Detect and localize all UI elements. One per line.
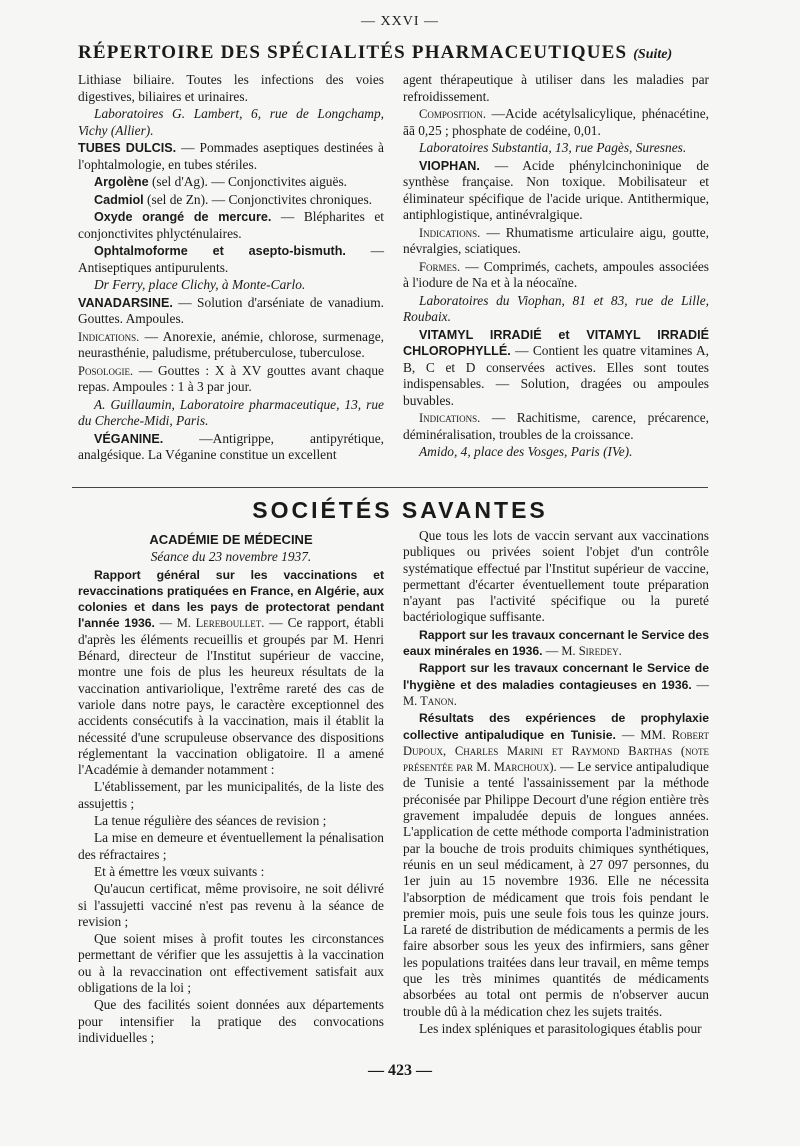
academie-heading: ACADÉMIE DE MÉDECINE: [149, 532, 313, 547]
repertoire-suite: (Suite): [633, 47, 673, 62]
entry-text: — Rachitisme, carence, précarence, déminéralisation, troubles de la croissance.: [403, 410, 709, 442]
rapport-author: — M. Siredey.: [542, 644, 622, 659]
entry-veganine: [78, 431, 384, 464]
list-item: Que des facilités soient données aux départements pour intensifier la pratique des convocations individuelles ;: [78, 997, 384, 1045]
repertoire-title: [78, 42, 738, 64]
indications: [403, 410, 709, 443]
entry-text: (sel de Zn). — Conjonctivites chroniques.: [143, 191, 373, 207]
rapport-title: Résultats des expériences de prophylaxie collective antipaludique en Tunisie.: [403, 711, 709, 742]
rapport-title: Rapport général sur les vaccinations et revaccinations pratiquées en France, en Algérie, aux colonies et dans les pays de protectorat pendant l'année 1936.: [78, 567, 384, 631]
list-item: La tenue régulière des séances de revision ;: [94, 813, 327, 829]
label: Formes.: [419, 259, 461, 274]
entry-vitamyl: [403, 327, 709, 410]
indications: [78, 329, 384, 362]
label: Indications.: [419, 225, 481, 240]
rapport-authors: — MM. Robert Dupoux, Charles Marini et Raymond Barthas (note présentée par M. Marchoux).: [403, 727, 710, 775]
repertoire-left-column: [78, 72, 384, 465]
rapport-author: — M. Lereboullet.: [154, 616, 265, 631]
societes-right-column: [403, 528, 709, 1038]
product-name: Cadmiol: [94, 192, 144, 207]
entry-oxyde: [78, 209, 384, 242]
indications: [403, 225, 709, 258]
list-item: L'établissement, par les municipalités, de la liste des assujettis ;: [78, 779, 384, 811]
entry-text: — Contient les quatre vitamines A, B, C et D conservées actives. Elles sont toutes indispensables. — Solution, dragées ou ampoules buvables.: [403, 343, 709, 408]
paragraph: Les index spléniques et parasitologiques établis pour: [419, 1020, 702, 1036]
label: Composition.: [419, 107, 486, 121]
entry-text: — Pommades aseptiques destinées à l'ophtalmologie, en tubes stériles.: [78, 140, 385, 172]
rapport-eaux-minerales: [403, 627, 709, 660]
address: Laboratoires du Viophan, 81 et 83, rue de Lille, Roubaix.: [403, 292, 709, 324]
running-head: — XXVI —: [361, 14, 439, 29]
rapport-vaccinations: [78, 567, 384, 779]
societes-left-column: [78, 532, 384, 1047]
product-name: Argolène: [94, 175, 149, 189]
list-item: La mise en demeure et éventuellement la pénalisation des réfractaires ;: [78, 830, 384, 862]
entry-text: —Acide acétylsalicylique, phénacétine, āā 0,25 ; phosphate de codéine, 0,01.: [403, 106, 709, 138]
product-name: VÉGANINE.: [94, 431, 164, 446]
entry-text: —Antigrippe, antipyrétique, analgésique. La Véganine constitue un excellent: [78, 430, 384, 462]
entry-text: — Antiseptiques antipurulents.: [78, 243, 384, 275]
rapport-author: — M. Tanon.: [403, 677, 709, 708]
product-name: Ophtalmoforme et asepto-bismuth.: [94, 244, 346, 258]
product-name: Oxyde orangé de mercure.: [94, 210, 272, 224]
product-name: VIOPHAN.: [419, 158, 480, 173]
entry-viophan: [403, 158, 709, 224]
product-name: VITAMYL IRRADIÉ et VITAMYL IRRADIÉ CHLOROPHYLLÉ.: [403, 327, 709, 358]
rapport-hygiene: [403, 660, 709, 709]
entry-argolene: [78, 174, 384, 191]
product-name: TUBES DULCIS.: [78, 141, 177, 155]
entry-vanadarsine: [78, 295, 384, 328]
address: A. Guillaumin, Laboratoire pharmaceutique, 13, rue du Cherche-Midi, Paris.: [78, 396, 384, 428]
page-number: — 423 —: [368, 1062, 432, 1079]
rapport-title: Rapport sur les travaux concernant le Service des eaux minérales en 1936.: [403, 627, 709, 659]
rapport-title: Rapport sur les travaux concernant le Service de l'hygiène et des maladies contagieuses en 1936.: [403, 661, 709, 692]
label: Indications.: [78, 329, 140, 344]
entry-cadmiol: [78, 192, 384, 209]
entry-ophtalmoforme: [78, 243, 384, 276]
entry-text: — Solution d'arséniate de vanadium. Gouttes. Ampoules.: [78, 294, 384, 326]
product-name: VANADARSINE.: [78, 295, 173, 310]
posologie: [78, 363, 384, 396]
entry-text: — Gouttes : X à XV gouttes avant chaque repas. Ampoules : 1 à 3 par jour.: [78, 362, 384, 394]
entry-text: — Blépharites et conjonctivites phlycténulaires.: [78, 209, 384, 241]
seance-date: Séance du 23 novembre 1937.: [150, 549, 312, 565]
list-item: Et à émettre les vœux suivants :: [94, 863, 265, 879]
paragraph: agent thérapeutique à utiliser dans les maladies par refroidissement.: [403, 72, 709, 104]
address: Dr Ferry, place Clichy, à Monte-Carlo.: [94, 277, 306, 292]
paragraph: Lithiase biliaire. Toutes les infections des voies digestives, biliaires et urinaires.: [78, 72, 384, 104]
entry-text: — Acide phénylcinchoninique de synthèse française. Non toxique. Mobilisateur et éliminateur spécifique de l'acide urique. Antithermique, antiphlogistique, antinévralgique.: [403, 157, 709, 222]
entry-text: — Rhumatisme articulaire aigu, goutte, névralgies, sciatiques.: [403, 224, 709, 256]
entry-tubes-dulcis: [78, 140, 384, 173]
resultats-prophylaxie: [403, 710, 709, 1020]
address: Amido, 4, place des Vosges, Paris (IVe).: [419, 444, 633, 459]
repertoire-title-text: RÉPERTOIRE DES SPÉCIALITÉS PHARMACEUTIQUES: [78, 42, 628, 63]
list-item: Qu'aucun certificat, même provisoire, ne soit délivré si l'assujetti vacciné n'est pas revenu à la séance de revision ;: [78, 881, 384, 929]
label: Indications.: [419, 411, 481, 425]
rapport-text: — Ce rapport, établi d'après les éléments recueillis et groupés par M. Henri Bénard, directeur de l'Institut supérieur de vaccine, montre une fois de plus les heureux résultats de la vaccination antivariolique, l'extrême rareté des cas de variole dans notre pays, le caractère exceptionnel des accidents consécutifs à la vaccination, mais il établit la nécessité d'une scrupuleuse observance des dispositions réglementant la vaccination obligatoire. Il a amené l'Académie à demander notamment :: [78, 615, 384, 778]
section-divider: [72, 487, 708, 488]
entry-text: — Comprimés, cachets, ampoules associées à l'iodure de Na et à la néocaïne.: [403, 258, 709, 290]
entry-text: (sel d'Ag). — Conjonctivites aiguës.: [148, 174, 348, 189]
formes: [403, 259, 709, 292]
entry-text: — Anorexie, anémie, chlorose, surmenage, neurasthénie, paludisme, prétuberculose, tuberculose.: [78, 328, 384, 360]
address: Laboratoires G. Lambert, 6, rue de Longchamp, Vichy (Allier).: [78, 106, 384, 138]
label: Posologie.: [78, 363, 134, 378]
societes-title: SOCIÉTÉS SAVANTES: [252, 497, 548, 523]
composition: [403, 106, 709, 139]
repertoire-right-column: [403, 72, 709, 462]
paragraph: Que tous les lots de vaccin servant aux vaccinations publiques ou privées soient l'objet d'un contrôle systématique effectué par l'Institut supérieur de vaccine, permettant d'écarter éventuellement toute préparation n'ayant pas l'activité spécifique ou la pureté bactériologique suffisante.: [403, 528, 709, 625]
address: Laboratoires Substantia, 13, rue Pagès, Suresnes.: [419, 140, 687, 155]
list-item: Que soient mises à profit toutes les circonstances permettant de vérifier que les assujettis à la vaccination ou à la revaccination ont effectivement satisfait aux obligations de la loi ;: [78, 931, 384, 996]
rapport-text: — Le service antipaludique de Tunisie a tenté l'assainissement par la méthode préconisée par Philippe Decourt d'une région entière très gravement impaludée depuis de longues années. L'application de cette méthode comporta l'administration par la bouche de trois produits chimiques synthétiques, réunis en un seul médicament, à 27 097 personnes, du 1er juin au 15 novembre 1936. Elle ne nécessita l'absorption de médicament que trois fois pendant le premier mois, puis une seule fois tous les quinze jours. La rareté de distribution de médicaments a permis de les faire absorber sous les yeux des infirmiers, sans gêner les populations traitées dans leur travail, en même temps que les très minimes quantités de médicaments absorbées au total ont permis de n'observer aucun trouble dû à la médication chez les sujets traités.: [403, 759, 709, 1019]
